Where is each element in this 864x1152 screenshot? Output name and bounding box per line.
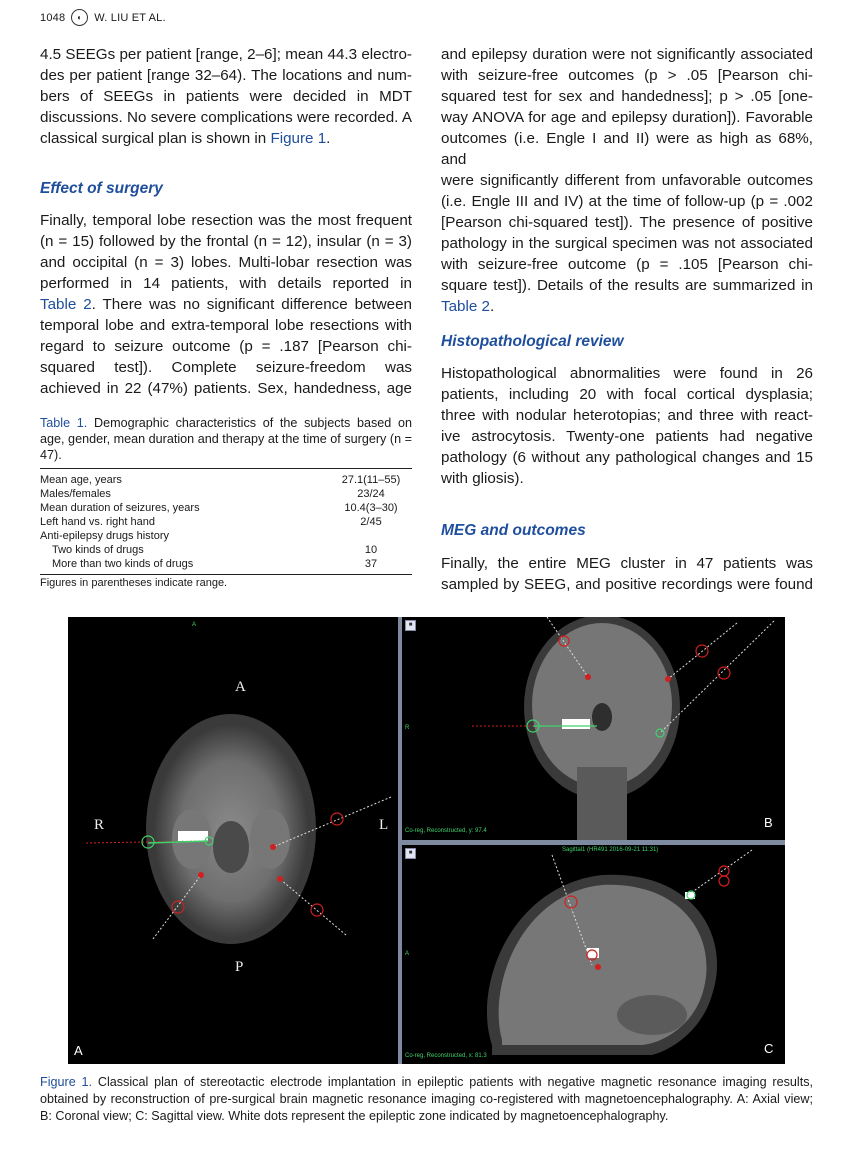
- row-value: [336, 529, 412, 543]
- text-line: Finally, the entire MEG cluster in 47 patients was: [441, 555, 813, 572]
- text-line: .: [326, 130, 331, 147]
- table-row: [40, 501, 412, 515]
- row-value: 2/45: [360, 516, 382, 528]
- table-row: [40, 473, 412, 487]
- text-line: pathology (6 without any pathological changes and 15: [441, 449, 813, 466]
- meg-cluster-dot: [178, 831, 208, 841]
- text-line: outcomes (i.e. Engle I and II) were as high as 68%, and: [441, 130, 813, 168]
- text-line: temporal lobe and extra-temporal lobe resections with: [40, 317, 412, 334]
- axial-mri-image: [68, 617, 398, 1064]
- figure-1-link[interactable]: Figure 1: [270, 130, 327, 147]
- text-line: patients, including 20 with focal cortical dysplasia;: [441, 386, 813, 403]
- row-value: 27.1(11–55): [341, 474, 401, 486]
- figure-1-caption-text: Classical plan of stereotactic electrode implantation in epileptic patients with negative magnetic resonance imaging results, obtained by reconstruction of pre-surgical brain magnetic resonance imaging co-registered with magnetoencephalography. A: Axial view; B: Coronal view; C: Sagittal view. White dots represent the epileptic zone indicated by magnetoencephalography.: [40, 1075, 813, 1123]
- meg-paragraph: [441, 553, 813, 595]
- electrode-entry-marker: [719, 866, 729, 876]
- running-authors: W. LIU ET AL.: [94, 11, 166, 24]
- table-row: [40, 487, 412, 501]
- text-line: regard to seizure outcome (p = .187 [Pearson chi-: [40, 338, 412, 355]
- text-line: squared test]). Complete seizure-freedom was: [40, 359, 412, 376]
- electrode-target-marker: [270, 844, 276, 850]
- row-label: Males/females: [40, 488, 111, 500]
- text-line: 4.5 SEEGs per patient [range, 2–6]; mean 44.3 electro-: [40, 46, 412, 63]
- right-side-label: R: [94, 817, 105, 833]
- electrode-target-marker: [595, 964, 601, 970]
- coronal-mri-image: [402, 617, 785, 840]
- text-line: pathology in the surgical specimen was not associated: [441, 235, 813, 252]
- brainstem: [213, 821, 249, 873]
- section-heading-histopathology: Histopathological review: [441, 333, 624, 350]
- electrode-entry-marker: [718, 667, 730, 679]
- text-line: Histopathological abnormalities were found in 26: [441, 365, 813, 382]
- table-1-label: Table 1.: [40, 416, 88, 430]
- electrode-entry-marker: [311, 904, 323, 916]
- ventricle: [592, 703, 612, 731]
- orientation-marker: A: [405, 951, 410, 957]
- table-2-link[interactable]: Table 2: [441, 298, 490, 315]
- meg-cluster-dot: [562, 719, 590, 729]
- electrode-entry-marker: [331, 813, 343, 825]
- running-header: [40, 9, 166, 26]
- text-line: discussions. No severe complications were recorded. A: [40, 109, 412, 126]
- panel-b-label: B: [764, 815, 773, 830]
- row-label: Mean age, years: [40, 474, 122, 486]
- row-value: 23/24: [357, 488, 385, 500]
- table-2-link[interactable]: Table 2: [40, 296, 92, 313]
- row-value: 10: [364, 544, 378, 556]
- figure-1-caption: [40, 1074, 813, 1125]
- text-line: (n = 15) followed by the frontal (n = 12), insular (n = 3): [40, 233, 412, 250]
- row-label: Mean duration of seizures, years: [40, 502, 200, 514]
- table-row: [40, 557, 412, 571]
- section-heading-effect: Effect of surgery: [40, 180, 163, 197]
- text-line: and occipital (n = 3) lobes. Multi-lobar resection was: [40, 254, 412, 271]
- electrode-target-marker: [585, 674, 591, 680]
- section-heading-meg: MEG and outcomes: [441, 522, 586, 539]
- results-paragraph: [441, 44, 813, 317]
- page-number: 1048: [40, 11, 66, 24]
- effect-paragraph: [40, 210, 412, 399]
- text-line: way ANOVA for age and epilepsy duration]). Favorable: [441, 109, 813, 126]
- publisher-logo-icon: ◐: [71, 9, 88, 26]
- intro-paragraph: [40, 44, 412, 149]
- text-line: . There was no significant difference between: [91, 296, 413, 313]
- orientation-marker: A: [192, 622, 197, 628]
- row-value: 37: [364, 558, 378, 570]
- table-row: [40, 515, 412, 529]
- axial-view-panel: [68, 617, 398, 1064]
- text-line: square test]). Details of the results are summarized in: [441, 277, 813, 294]
- table-row: [40, 543, 412, 557]
- text-line: classical surgical plan is shown in: [40, 130, 271, 147]
- table-1-caption: [40, 415, 412, 463]
- electrode-target-marker: [277, 876, 283, 882]
- sagittal-mri-image: [402, 845, 785, 1064]
- anterior-label: A: [235, 679, 246, 695]
- panel-c-label: C: [764, 1041, 774, 1056]
- orientation-marker: R: [405, 725, 410, 731]
- left-side-label: L: [379, 817, 389, 833]
- text-line: ive astrocytosis. Twenty-one patients had negative: [441, 428, 813, 445]
- text-line: and epilepsy duration were not significantly associated: [441, 46, 813, 63]
- text-line: achieved in 22 (47%) patients. Sex, handedness, age: [40, 380, 412, 397]
- electrode-trajectory: [688, 850, 752, 895]
- text-line: with gliosis).: [441, 470, 524, 487]
- text-line: with seizure-free outcome (p = .105 [Pearson chi-: [441, 256, 813, 273]
- electrode-target-marker: [198, 872, 204, 878]
- table-1: [40, 468, 412, 575]
- text-line: [Pearson chi-squared test]). The presence of positive: [441, 214, 813, 231]
- text-line: (i.e. Engle III and IV) at the time of follow-up (p = .002: [441, 193, 813, 210]
- row-label: Two kinds of drugs: [52, 544, 144, 556]
- text-line: bers of SEEGs in patients were decided in MDT: [40, 88, 412, 105]
- histopathology-paragraph: [441, 363, 813, 489]
- coronal-view-panel: [402, 617, 785, 840]
- electrode-entry-marker: [719, 876, 729, 886]
- text-line: sampled by SEEG, and positive recordings were found: [441, 576, 813, 593]
- left-temporal-lobe: [250, 809, 290, 869]
- row-label: Anti-epilepsy drugs history: [40, 530, 170, 542]
- electrode-target-marker: [665, 676, 671, 682]
- text-line: squared test for sex and handedness]; p > .05 [one-: [441, 88, 813, 105]
- row-label: Left hand vs. right hand: [40, 516, 155, 528]
- cerebellum: [617, 995, 687, 1035]
- coordinate-readout: Co-reg, Reconstructed, x: 81.3: [405, 1053, 487, 1059]
- sagittal-view-panel: [402, 845, 785, 1064]
- text-line: were significantly different from unfavorable outcomes: [441, 172, 813, 189]
- text-line: .: [489, 298, 495, 315]
- row-label: More than two kinds of drugs: [52, 558, 194, 570]
- table-row: [40, 529, 412, 543]
- figure-1: [68, 617, 785, 1064]
- text-line: performed in 14 patients, with details reported in: [40, 275, 412, 292]
- text-line: des per patient [range 32–64). The locations and num-: [40, 67, 412, 84]
- view-lock-icon[interactable]: ■: [405, 848, 416, 859]
- text-line: with seizure-free outcomes (p > .05 [Pearson chi-: [441, 67, 813, 84]
- posterior-label: P: [235, 959, 244, 975]
- table-1-caption-text: Demographic characteristics of the subjects based on age, gender, mean duration and therapy at the time of surgery (n = 47).: [40, 416, 412, 462]
- panel-a-label: A: [74, 1043, 83, 1058]
- text-line: Finally, temporal lobe resection was the most frequent: [40, 212, 412, 229]
- coordinate-readout: Co-reg, Reconstructed, y: 97.4: [405, 828, 487, 834]
- view-lock-icon[interactable]: ■: [405, 620, 416, 631]
- row-value: 10.4(3–30): [344, 502, 398, 514]
- electrode-trajectory: [668, 623, 737, 679]
- figure-1-label: Figure 1.: [40, 1075, 93, 1089]
- text-line: three with nodular heterotopias; and three with react-: [441, 407, 813, 424]
- series-title: Sagittal1 (HR491 2016-09-21 11:31): [562, 847, 659, 853]
- brainstem: [577, 767, 627, 840]
- table-1-footnote: Figures in parentheses indicate range.: [40, 577, 228, 589]
